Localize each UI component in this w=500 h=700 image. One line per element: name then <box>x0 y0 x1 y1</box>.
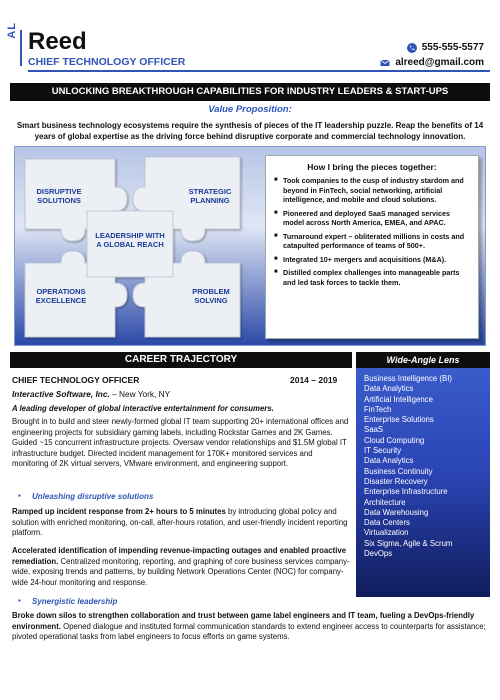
value-proposition-title: Value Proposition: <box>208 104 292 115</box>
list-item: IT Security <box>364 446 402 456</box>
job-dates: 2014 – 2019 <box>290 375 338 385</box>
phone-number: 555-555-5577 <box>421 42 484 53</box>
list-item: SaaS <box>364 425 384 435</box>
bring-together-title: How I bring the pieces together: <box>307 162 437 172</box>
phone-row <box>380 40 484 55</box>
contact-info <box>380 40 484 70</box>
list-item: Enterprise Solutions <box>364 415 434 425</box>
value-proposition-text: Smart business technology ecosystems require the synthesis of pieces of the IT leadership puzzle. Reap the benefits of 14 years of global expertise as the driving force behind disruptive corporate and commercial technology innovation. <box>16 121 484 141</box>
list-item: ■ Took companies to the cusp of industry stardom and beyond in FinTech, social networking, artificial intelligence, and mobile and cloud solutions. <box>274 176 470 205</box>
initials: AL <box>6 22 18 39</box>
list-item: Business Intelligence (BI) <box>364 374 452 383</box>
achievement <box>12 611 490 643</box>
list-item: Artificial Intelligence <box>364 394 433 404</box>
email-address[interactable]: alreed@gmail.com <box>395 57 484 68</box>
company-location: – New York, NY <box>109 389 171 399</box>
phone-icon <box>407 43 417 53</box>
resume-header <box>0 0 500 82</box>
achievement-lead: Broke down silos to strengthen collaboration and trust between game label engineers and IT team, fueling a DevOps-friendly environment. <box>12 611 475 631</box>
email-row <box>380 55 484 70</box>
company-name: Interactive Software, Inc. <box>12 389 110 399</box>
skills-list <box>364 374 484 559</box>
achievement-lead: Ramped up incident response from 2+ hours to 5 minutes <box>12 507 226 516</box>
puzzle-bottom-right-label: PROBLEM SOLVING <box>192 287 230 305</box>
achievement-detail: Centralized monitoring, reporting, and graphing of core business services company-wide, exposing trends and patterns, by building Network Operations Center (NOC) for company-wide 24-hour monitoring and response. <box>12 556 350 587</box>
subsection-heading: ▪ Unleashing disruptive solutions <box>32 492 153 501</box>
headline-banner: UNLOCKING BREAKTHROUGH CAPABILITIES FOR INDUSTRY LEADERS & START-UPS <box>10 83 490 101</box>
list-item: Data Analytics <box>364 456 414 466</box>
achievement <box>12 507 350 539</box>
achievement <box>12 546 350 588</box>
list-item: Enterprise Infrastructure Architecture <box>364 487 448 507</box>
career-section-heading: CAREER TRAJECTORY <box>10 352 352 368</box>
header-rule <box>28 70 490 72</box>
job-title: CHIEF TECHNOLOGY OFFICER <box>12 375 140 385</box>
puzzle-bottom-left-label: OPERATIONS EXCELLENCE <box>35 287 87 305</box>
company-tagline: A leading developer of global interactive entertainment for consumers. <box>12 404 274 413</box>
wide-angle-lens-column <box>356 352 490 597</box>
subsection-heading: ▪ Synergistic leadership <box>32 597 117 606</box>
list-item: ■ Turnaround expert – obliterated millions in costs and catapulted performance of teams of 500+. <box>274 232 470 251</box>
list-item: Virtualization <box>364 528 409 538</box>
list-item: Data Warehousing <box>364 507 429 517</box>
list-item: ■ Integrated 10+ mergers and acquisitions (M&A). <box>274 255 470 265</box>
list-item: ■ Distilled complex challenges into manageable parts and led task forces to tackle them. <box>274 268 470 287</box>
job-summary: Brought in to build and steer newly-formed global IT team supporting 20+ international offices and engineering projects for subsidiary gaming labels, including Rockstar Games and 2K Games. Guided ~15 concurrent infrastructure projects. Oversaw vendor relationships and $1.5M global IT infrastructure budget. Directed incident management for 170K+ monitored services and monitoring of 2K virtual servers, VMware environment, and engineering support. <box>12 417 349 468</box>
puzzle-panel <box>14 146 486 346</box>
list-item: DevOps <box>364 549 393 559</box>
envelope-icon <box>380 58 390 68</box>
achievement-lead: Accelerated identification of impending revenue-impacting outages and enabled proactive remediation. <box>12 546 347 566</box>
list-item: Business Continuity <box>364 466 433 476</box>
candidate-name: Reed <box>28 28 87 55</box>
list-item: ■ Pioneered and deployed SaaS managed services model across North America, EMEA, and APAC. <box>274 209 470 228</box>
candidate-role: CHIEF TECHNOLOGY OFFICER <box>28 56 186 68</box>
list-item: Data Analytics <box>364 384 414 394</box>
list-item: Data Centers <box>364 518 410 528</box>
list-item: FinTech <box>364 404 392 414</box>
puzzle-top-left-label: DISRUPTIVE SOLUTIONS <box>36 187 82 205</box>
vertical-rule <box>20 30 22 66</box>
puzzle-graphic <box>15 147 255 347</box>
puzzle-center-label: LEADERSHIP WITH A GLOBAL REACH <box>95 231 165 249</box>
list-item: Disaster Recovery <box>364 476 428 486</box>
bring-together-box <box>265 155 479 339</box>
list-item: Six Sigma, Agile & Scrum <box>364 538 453 548</box>
achievement-detail: by introducing global policy and solution with enriched monitoring, on-call, after-hours rotation, and user-friendly incident reporting platform. <box>12 507 348 537</box>
list-item: Cloud Computing <box>364 435 425 445</box>
company-line <box>12 389 170 399</box>
bring-together-list <box>274 176 470 287</box>
puzzle-top-right-label: STRATEGIC PLANNING <box>188 187 232 205</box>
achievement-detail: Opened dialogue and instituted formal communication standards to extend engineer access to counterparts for assistance; pivoted operational tasks from label engineers to focus efforts on game systems. <box>12 621 486 641</box>
wide-angle-lens-heading: Wide-Angle Lens <box>356 352 490 368</box>
